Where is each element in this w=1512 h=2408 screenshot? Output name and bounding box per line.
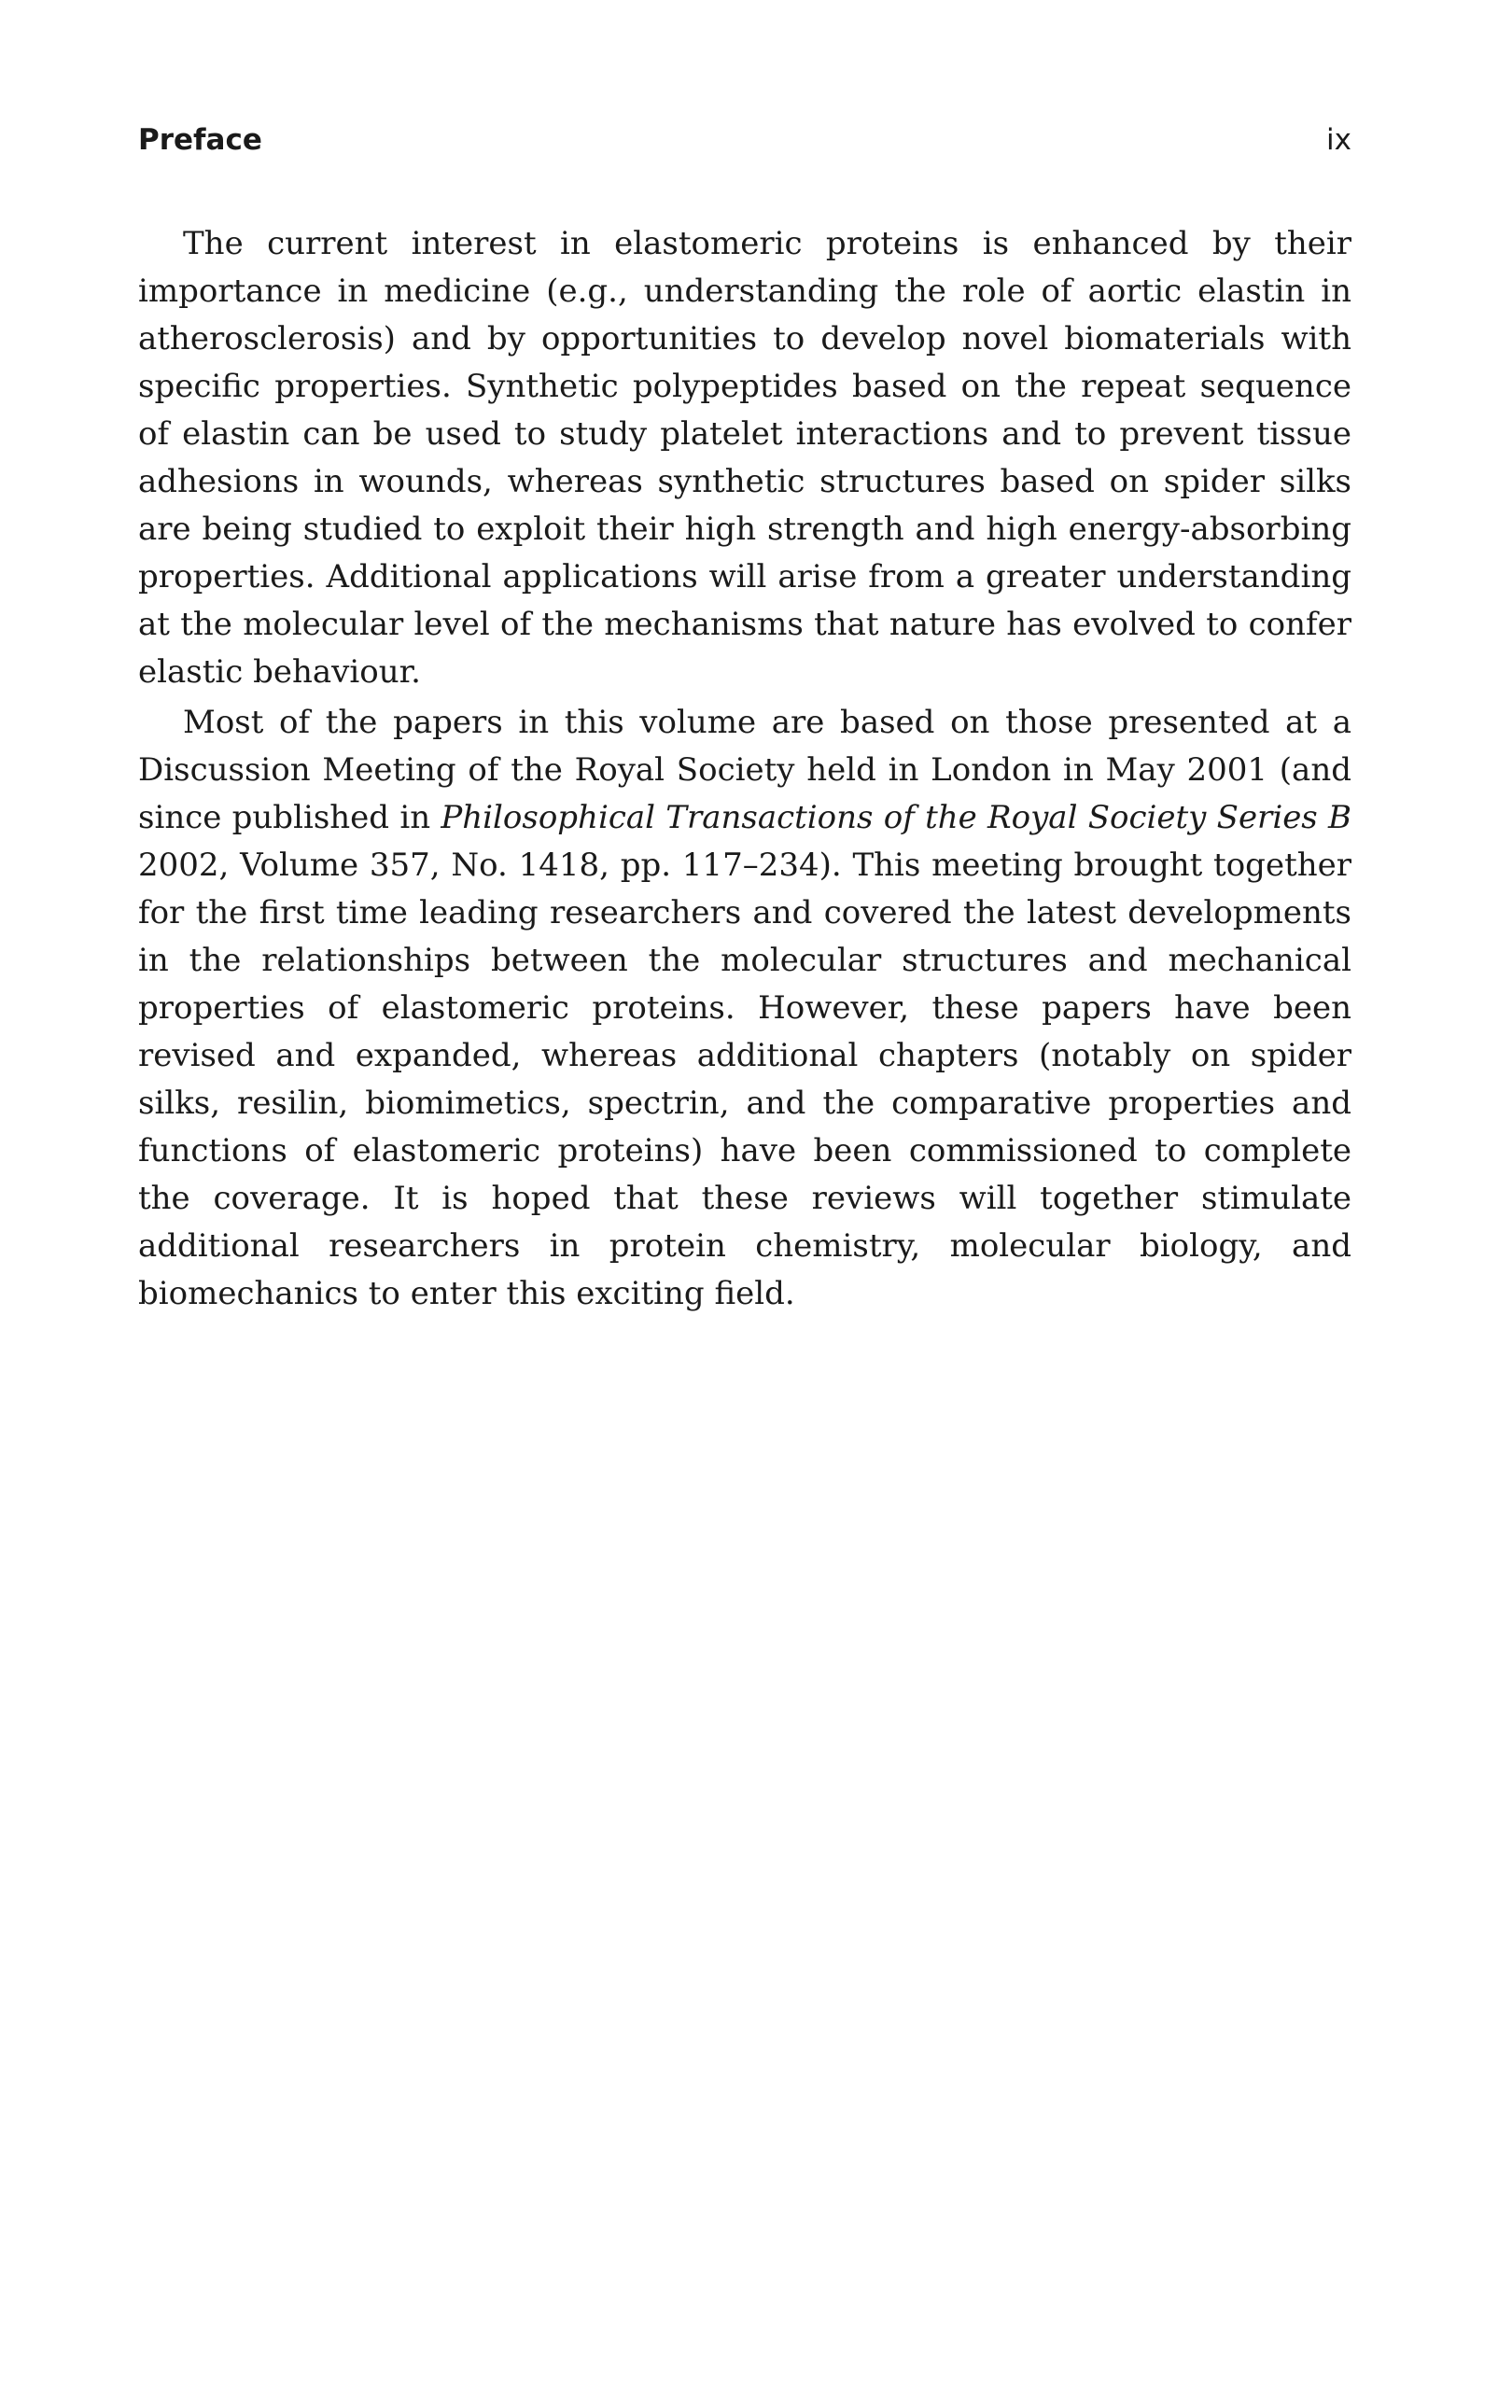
paragraph-2-text-end: 2002, Volume 357, No. 1418, pp. 117–234). This meeting brought together for the first time leading researchers and covered the latest developments in the relationships between the molecular structures and mechanical properties of elastomeric proteins. However, these papers have been revised and expanded, whereas additional chapters (notably on spider silks, resilin, biomimetics, spectrin, and the comparative properties and functions of elastomeric proteins) have been commissioned to complete the coverage. It is hoped that these reviews will together stimulate additional researchers in protein chemistry, molecular biology, and biomechanics to enter this exciting field. bbox=[138, 847, 1351, 1312]
paragraph-2-text-start: Most of the papers in this volume are based on those presented at a Discussion Meeting of the Royal Society held in London in May 2001 (and since published in bbox=[138, 704, 1351, 836]
body-text bbox=[138, 220, 1351, 1318]
paragraph-1: The current interest in elastomeric proteins is enhanced by their importance in medicine (e.g., understanding the role of aortic elastin in atherosclerosis) and by opportunities to develop novel biomaterials with specific properties. Synthetic polypeptides based on the repeat sequence of elastin can be used to study platelet interactions and to prevent tissue adhesions in wounds, whereas synthetic structures based on spider silks are being studied to exploit their high strength and high energy-absorbing properties. Additional applications will arise from a greater understanding at the molecular level of the mechanisms that nature has evolved to confer elastic behaviour. bbox=[138, 225, 1351, 691]
running-head bbox=[138, 121, 1351, 159]
running-head-title: Preface bbox=[138, 123, 262, 157]
paragraph-2 bbox=[138, 699, 1351, 1318]
journal-title-italic: Philosophical Transactions of the Royal Society Series B bbox=[441, 799, 1352, 836]
page-number: ix bbox=[1326, 123, 1351, 157]
